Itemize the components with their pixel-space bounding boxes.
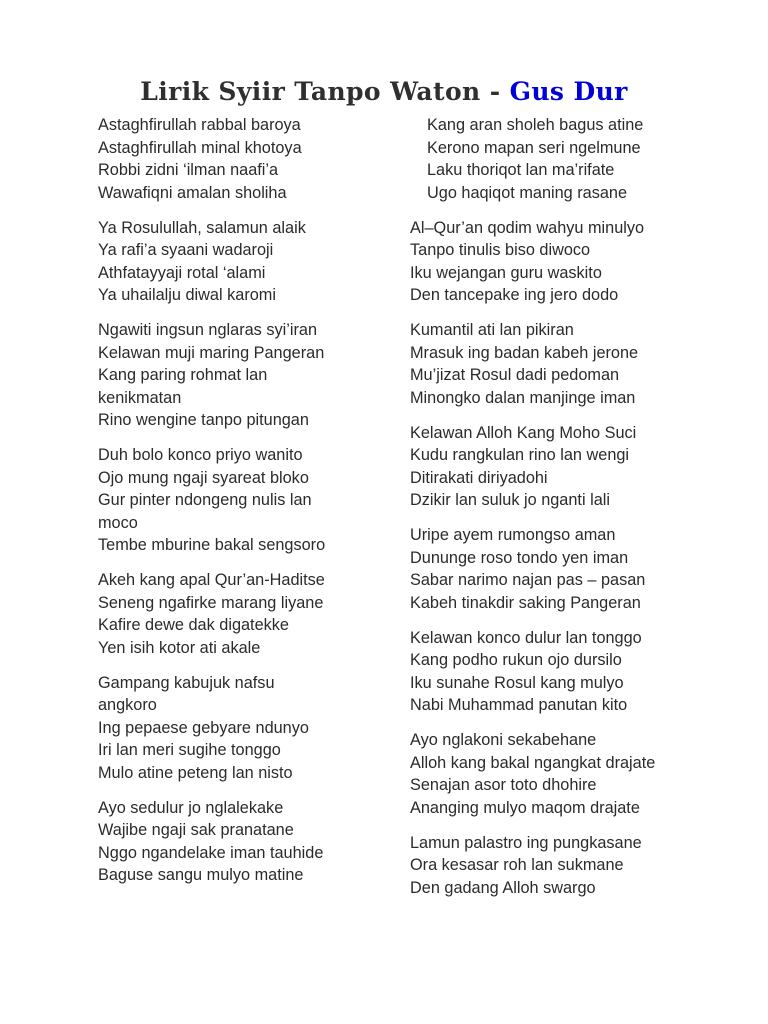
stanza	[410, 217, 720, 307]
lyric-line: Minongko dalan manjinge iman	[410, 388, 636, 407]
lyric-line: Kang paring rohmat lan	[98, 366, 268, 384]
lyric-line: Yen isih kotor ati akale	[98, 638, 261, 657]
lyric-line: Sabar narimo najan pas – pasan	[410, 571, 646, 589]
lyric-line: Kelawan Alloh Kang Moho Suci	[410, 423, 637, 442]
lyric-line: Den tancepake ing jero dodo	[410, 286, 619, 304]
lyric-line: Kumantil ati lan pikiran	[410, 321, 574, 339]
left-column	[98, 114, 388, 899]
lyric-line: Iri lan meri sugihe tonggo	[98, 741, 281, 759]
lyric-line: Alloh kang bakal ngangkat drajate	[410, 753, 656, 772]
lyric-line: moco	[98, 513, 138, 532]
lyric-line: Kafire dewe dak digatekke	[98, 616, 289, 634]
lyric-line: Wajibe ngaji sak pranatane	[98, 821, 294, 839]
lyric-line: Kabeh tinakdir saking Pangeran	[410, 593, 641, 612]
lyric-line: Ananging mulyo maqom drajate	[410, 798, 640, 817]
stanza	[98, 114, 388, 204]
lyric-line: Ayo nglakoni sekabehane	[410, 731, 597, 749]
lyric-line: Laku thoriqot lan ma’rifate	[427, 161, 615, 179]
lyric-line: Mrasuk ing badan kabeh jerone	[410, 343, 639, 362]
lyric-line: Iku wejangan guru waskito	[410, 263, 602, 282]
lyric-line: Ugo haqiqot maning rasane	[427, 183, 628, 202]
lyric-line: Kudu rangkulan rino lan wengi	[410, 446, 630, 464]
lyric-line: Baguse sangu mulyo matine	[98, 866, 304, 884]
lyric-line: Kelawan konco dulur lan tonggo	[410, 628, 642, 647]
stanza	[98, 569, 388, 659]
lyric-line: Ditirakati diriyadohi	[410, 468, 548, 487]
stanza	[410, 627, 720, 717]
lyric-line: Ojo mung ngaji syareat bloko	[98, 468, 309, 487]
lyric-line: Iku sunahe Rosul kang mulyo	[410, 673, 624, 692]
lyric-line: Tembe mburine bakal sengsoro	[98, 536, 326, 554]
lyric-line: Mulo atine peteng lan nisto	[98, 763, 293, 782]
lyric-line: Seneng ngafirke marang liyane	[98, 593, 324, 612]
lyric-line: Rino wengine tanpo pitungan	[98, 411, 309, 429]
stanza	[98, 319, 388, 432]
lyric-line: Nabi Muhammad panutan kito	[410, 696, 628, 714]
page-title	[0, 77, 768, 106]
lyric-line: Wawafiqni amalan sholiha	[98, 183, 287, 202]
stanza	[98, 217, 388, 307]
lyric-line: Ing pepaese gebyare ndunyo	[98, 718, 309, 737]
lyric-line: Astaghfirullah rabbal baroya	[98, 116, 301, 134]
stanza	[410, 114, 720, 204]
lyric-line: Athfatayyaji rotal ‘alami	[98, 263, 266, 282]
stanza	[98, 672, 388, 785]
right-column	[410, 114, 720, 912]
lyric-line: Ya Rosulullah, salamun alaik	[98, 218, 306, 237]
stanza	[410, 524, 720, 614]
lyric-line: Gur pinter ndongeng nulis lan	[98, 491, 312, 509]
lyric-line: Gampang kabujuk nafsu	[98, 673, 275, 692]
lyric-line: Akeh kang apal Qur’an-Haditse	[98, 571, 325, 589]
stanza	[98, 444, 388, 557]
lyric-line: Senajan asor toto dhohire	[410, 776, 597, 794]
lyric-line: Ayo sedulur jo nglalekake	[98, 798, 284, 817]
stanza	[410, 832, 720, 900]
stanza	[98, 797, 388, 887]
lyric-line: Kelawan muji maring Pangeran	[98, 343, 325, 362]
lyric-line: Kang aran sholeh bagus atine	[427, 116, 644, 134]
lyric-line: Kerono mapan seri ngelmune	[427, 138, 641, 157]
lyric-line: Ngawiti ingsun nglaras syi’iran	[98, 321, 317, 339]
lyric-line: kenikmatan	[98, 388, 182, 407]
title-main: Lirik Syiir Tanpo Waton -	[140, 76, 510, 106]
lyric-line: Uripe ayem rumongso aman	[410, 526, 616, 544]
lyric-line: Mu’jizat Rosul dadi pedoman	[410, 366, 620, 384]
lyric-line: angkoro	[98, 696, 157, 714]
lyric-line: Dununge roso tondo yen iman	[410, 548, 629, 567]
lyric-line: Den gadang Alloh swargo	[410, 878, 596, 897]
lyric-line: Nggo ngandelake iman tauhide	[98, 843, 324, 862]
stanza	[410, 422, 720, 512]
stanza	[410, 729, 720, 819]
lyric-line: Dzikir lan suluk jo nganti lali	[410, 491, 610, 509]
lyric-line: Al–Qur’an qodim wahyu minulyo	[410, 218, 645, 237]
stanza	[410, 319, 720, 409]
lyric-line: Duh bolo konco priyo wanito	[98, 446, 303, 464]
lyric-line: Lamun palastro ing pungkasane	[410, 833, 642, 852]
lyric-line: Tanpo tinulis biso diwoco	[410, 241, 591, 259]
lyric-line: Ora kesasar roh lan sukmane	[410, 856, 624, 874]
lyric-line: Ya uhailalju diwal karomi	[98, 286, 276, 304]
lyric-line: Ya rafi’a syaani wadaroji	[98, 241, 274, 259]
lyric-line: Robbi zidni ‘ilman naafi’a	[98, 161, 279, 179]
lyric-line: Kang podho rukun ojo dursilo	[410, 651, 622, 669]
title-author: Gus Dur	[509, 76, 628, 106]
lyric-line: Astaghfirullah minal khotoya	[98, 138, 302, 157]
